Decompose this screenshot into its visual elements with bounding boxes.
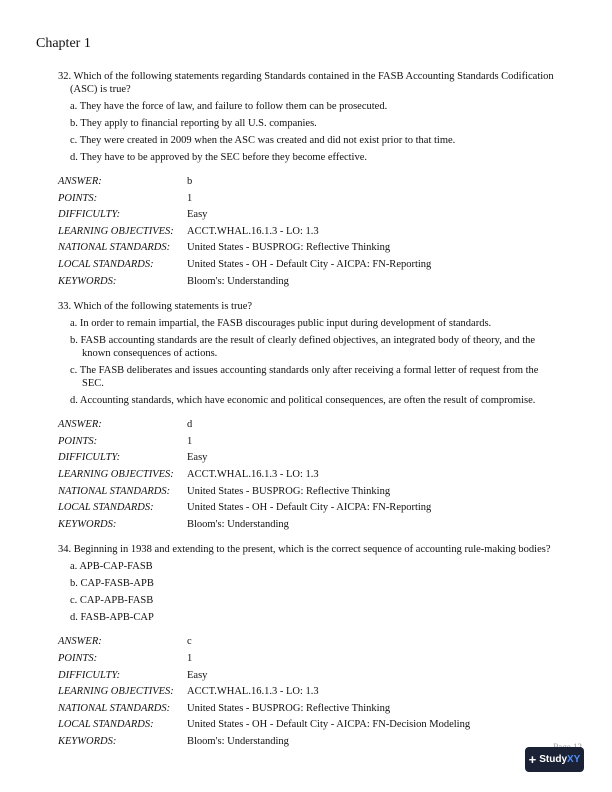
question-text: 33. Which of the following statements is true?	[58, 301, 253, 313]
answer-option: d. Accounting standards, which have economic and political consequences, are often the result of compromise.	[70, 395, 536, 407]
answer-value: b	[187, 176, 193, 187]
meta-row-points	[58, 651, 558, 668]
meta-label: ANSWER:	[58, 636, 102, 648]
badge-brand-study: Study	[539, 754, 568, 765]
difficulty-value: Easy	[187, 452, 208, 464]
meta-row-keywords	[58, 734, 558, 751]
meta-row-national-standards	[58, 484, 558, 501]
meta-label: POINTS:	[58, 652, 98, 664]
local-standards-value: United States - OH - Default City - AICPA: FN-Reporting	[187, 258, 432, 270]
answer-option: a. They have the force of law, and failure to follow them can be prosecuted.	[70, 101, 388, 112]
meta-row-keywords	[58, 517, 558, 534]
meta-label: KEYWORDS:	[58, 735, 117, 747]
meta-row-national-standards	[58, 701, 558, 718]
answer-value: d	[187, 419, 193, 431]
meta-row-points	[58, 434, 558, 451]
meta-label: NATIONAL STANDARDS:	[58, 485, 171, 497]
keywords-value: Bloom's: Understanding	[187, 735, 289, 747]
meta-label: LOCAL STANDARDS:	[58, 258, 154, 270]
chapter-title: Chapter 1	[36, 36, 91, 51]
meta-row-learning-objectives	[58, 684, 558, 701]
points-value: 1	[187, 192, 193, 204]
meta-label: KEYWORDS:	[58, 275, 117, 287]
studyxy-badge[interactable]	[525, 747, 584, 772]
meta-label: LOCAL STANDARDS:	[58, 719, 154, 731]
answer-value: c	[187, 636, 192, 648]
answer-option: c. They were created in 2009 when the ASC was created and did not exist prior to that time.	[70, 135, 456, 146]
meta-label: DIFFICULTY:	[58, 452, 121, 464]
local-standards-value: United States - OH - Default City - AICPA: FN-Decision Modeling	[187, 719, 471, 731]
question-text: 32. Which of the following statements regarding Standards contained in the FASB Accounting Standards Codification (ASC) is true?	[58, 71, 554, 95]
question-list	[58, 70, 558, 760]
question-item	[58, 543, 558, 750]
keywords-value: Bloom's: Understanding	[187, 275, 289, 287]
answer-option: a. In order to remain impartial, the FASB discourages public input during development of standards.	[70, 318, 492, 330]
learning-objectives-value: ACCT.WHAL.16.1.3 - LO: 1.3	[187, 686, 319, 698]
points-value: 1	[187, 435, 193, 447]
meta-row-difficulty	[58, 207, 558, 224]
difficulty-value: Easy	[187, 209, 208, 221]
badge-brand-xy: XY	[567, 754, 581, 765]
question-metadata	[58, 634, 558, 750]
answer-option: d. They have to be approved by the SEC before they become effective.	[70, 152, 368, 163]
meta-row-national-standards	[58, 240, 558, 257]
learning-objectives-value: ACCT.WHAL.16.1.3 - LO: 1.3	[187, 225, 319, 237]
meta-row-keywords	[58, 274, 558, 291]
meta-label: ANSWER:	[58, 176, 102, 187]
meta-row-local-standards	[58, 500, 558, 517]
meta-label: LEARNING OBJECTIVES:	[58, 468, 174, 480]
national-standards-value: United States - BUSPROG: Reflective Thinking	[187, 242, 391, 254]
answer-option: c. The FASB deliberates and issues accounting standards only after receiving a formal letter of request from the SEC.	[70, 365, 539, 390]
question-metadata	[58, 417, 558, 533]
meta-row-answer	[58, 174, 558, 191]
question-item	[58, 70, 558, 290]
points-value: 1	[187, 652, 193, 664]
meta-label: DIFFICULTY:	[58, 209, 121, 221]
answer-option: b. CAP-FASB-APB	[70, 578, 154, 590]
meta-row-points	[58, 191, 558, 208]
local-standards-value: United States - OH - Default City - AICPA: FN-Reporting	[187, 502, 432, 514]
meta-row-answer	[58, 417, 558, 434]
answer-option: b. They apply to financial reporting by all U.S. companies.	[70, 118, 317, 129]
meta-label: ANSWER:	[58, 419, 102, 431]
meta-row-difficulty	[58, 668, 558, 685]
meta-label: NATIONAL STANDARDS:	[58, 702, 171, 714]
meta-label: KEYWORDS:	[58, 518, 117, 530]
meta-label: POINTS:	[58, 192, 98, 204]
national-standards-value: United States - BUSPROG: Reflective Thinking	[187, 702, 391, 714]
meta-row-learning-objectives	[58, 224, 558, 241]
answer-option: a. APB-CAP-FASB	[70, 561, 153, 573]
answer-option: c. CAP-APB-FASB	[70, 595, 154, 607]
question-item	[58, 300, 558, 533]
meta-label: LEARNING OBJECTIVES:	[58, 225, 174, 237]
question-text: 34. Beginning in 1938 and extending to the present, which is the correct sequence of accounting rule-making bodies?	[58, 544, 551, 556]
answer-option: d. FASB-APB-CAP	[70, 612, 154, 624]
meta-label: LEARNING OBJECTIVES:	[58, 686, 174, 698]
meta-label: DIFFICULTY:	[58, 669, 121, 681]
meta-row-local-standards	[58, 717, 558, 734]
plus-icon: +	[528, 752, 537, 767]
meta-row-answer	[58, 634, 558, 651]
meta-label: POINTS:	[58, 435, 98, 447]
keywords-value: Bloom's: Understanding	[187, 518, 289, 530]
meta-row-difficulty	[58, 450, 558, 467]
answer-option: b. FASB accounting standards are the result of clearly defined objectives, an integrated body of theory, and the known consequences of actions.	[70, 335, 536, 360]
national-standards-value: United States - BUSPROG: Reflective Thinking	[187, 485, 391, 497]
question-metadata	[58, 174, 558, 290]
meta-label: NATIONAL STANDARDS:	[58, 242, 171, 254]
meta-row-local-standards	[58, 257, 558, 274]
meta-label: LOCAL STANDARDS:	[58, 502, 154, 514]
learning-objectives-value: ACCT.WHAL.16.1.3 - LO: 1.3	[187, 468, 319, 480]
meta-row-learning-objectives	[58, 467, 558, 484]
difficulty-value: Easy	[187, 669, 208, 681]
